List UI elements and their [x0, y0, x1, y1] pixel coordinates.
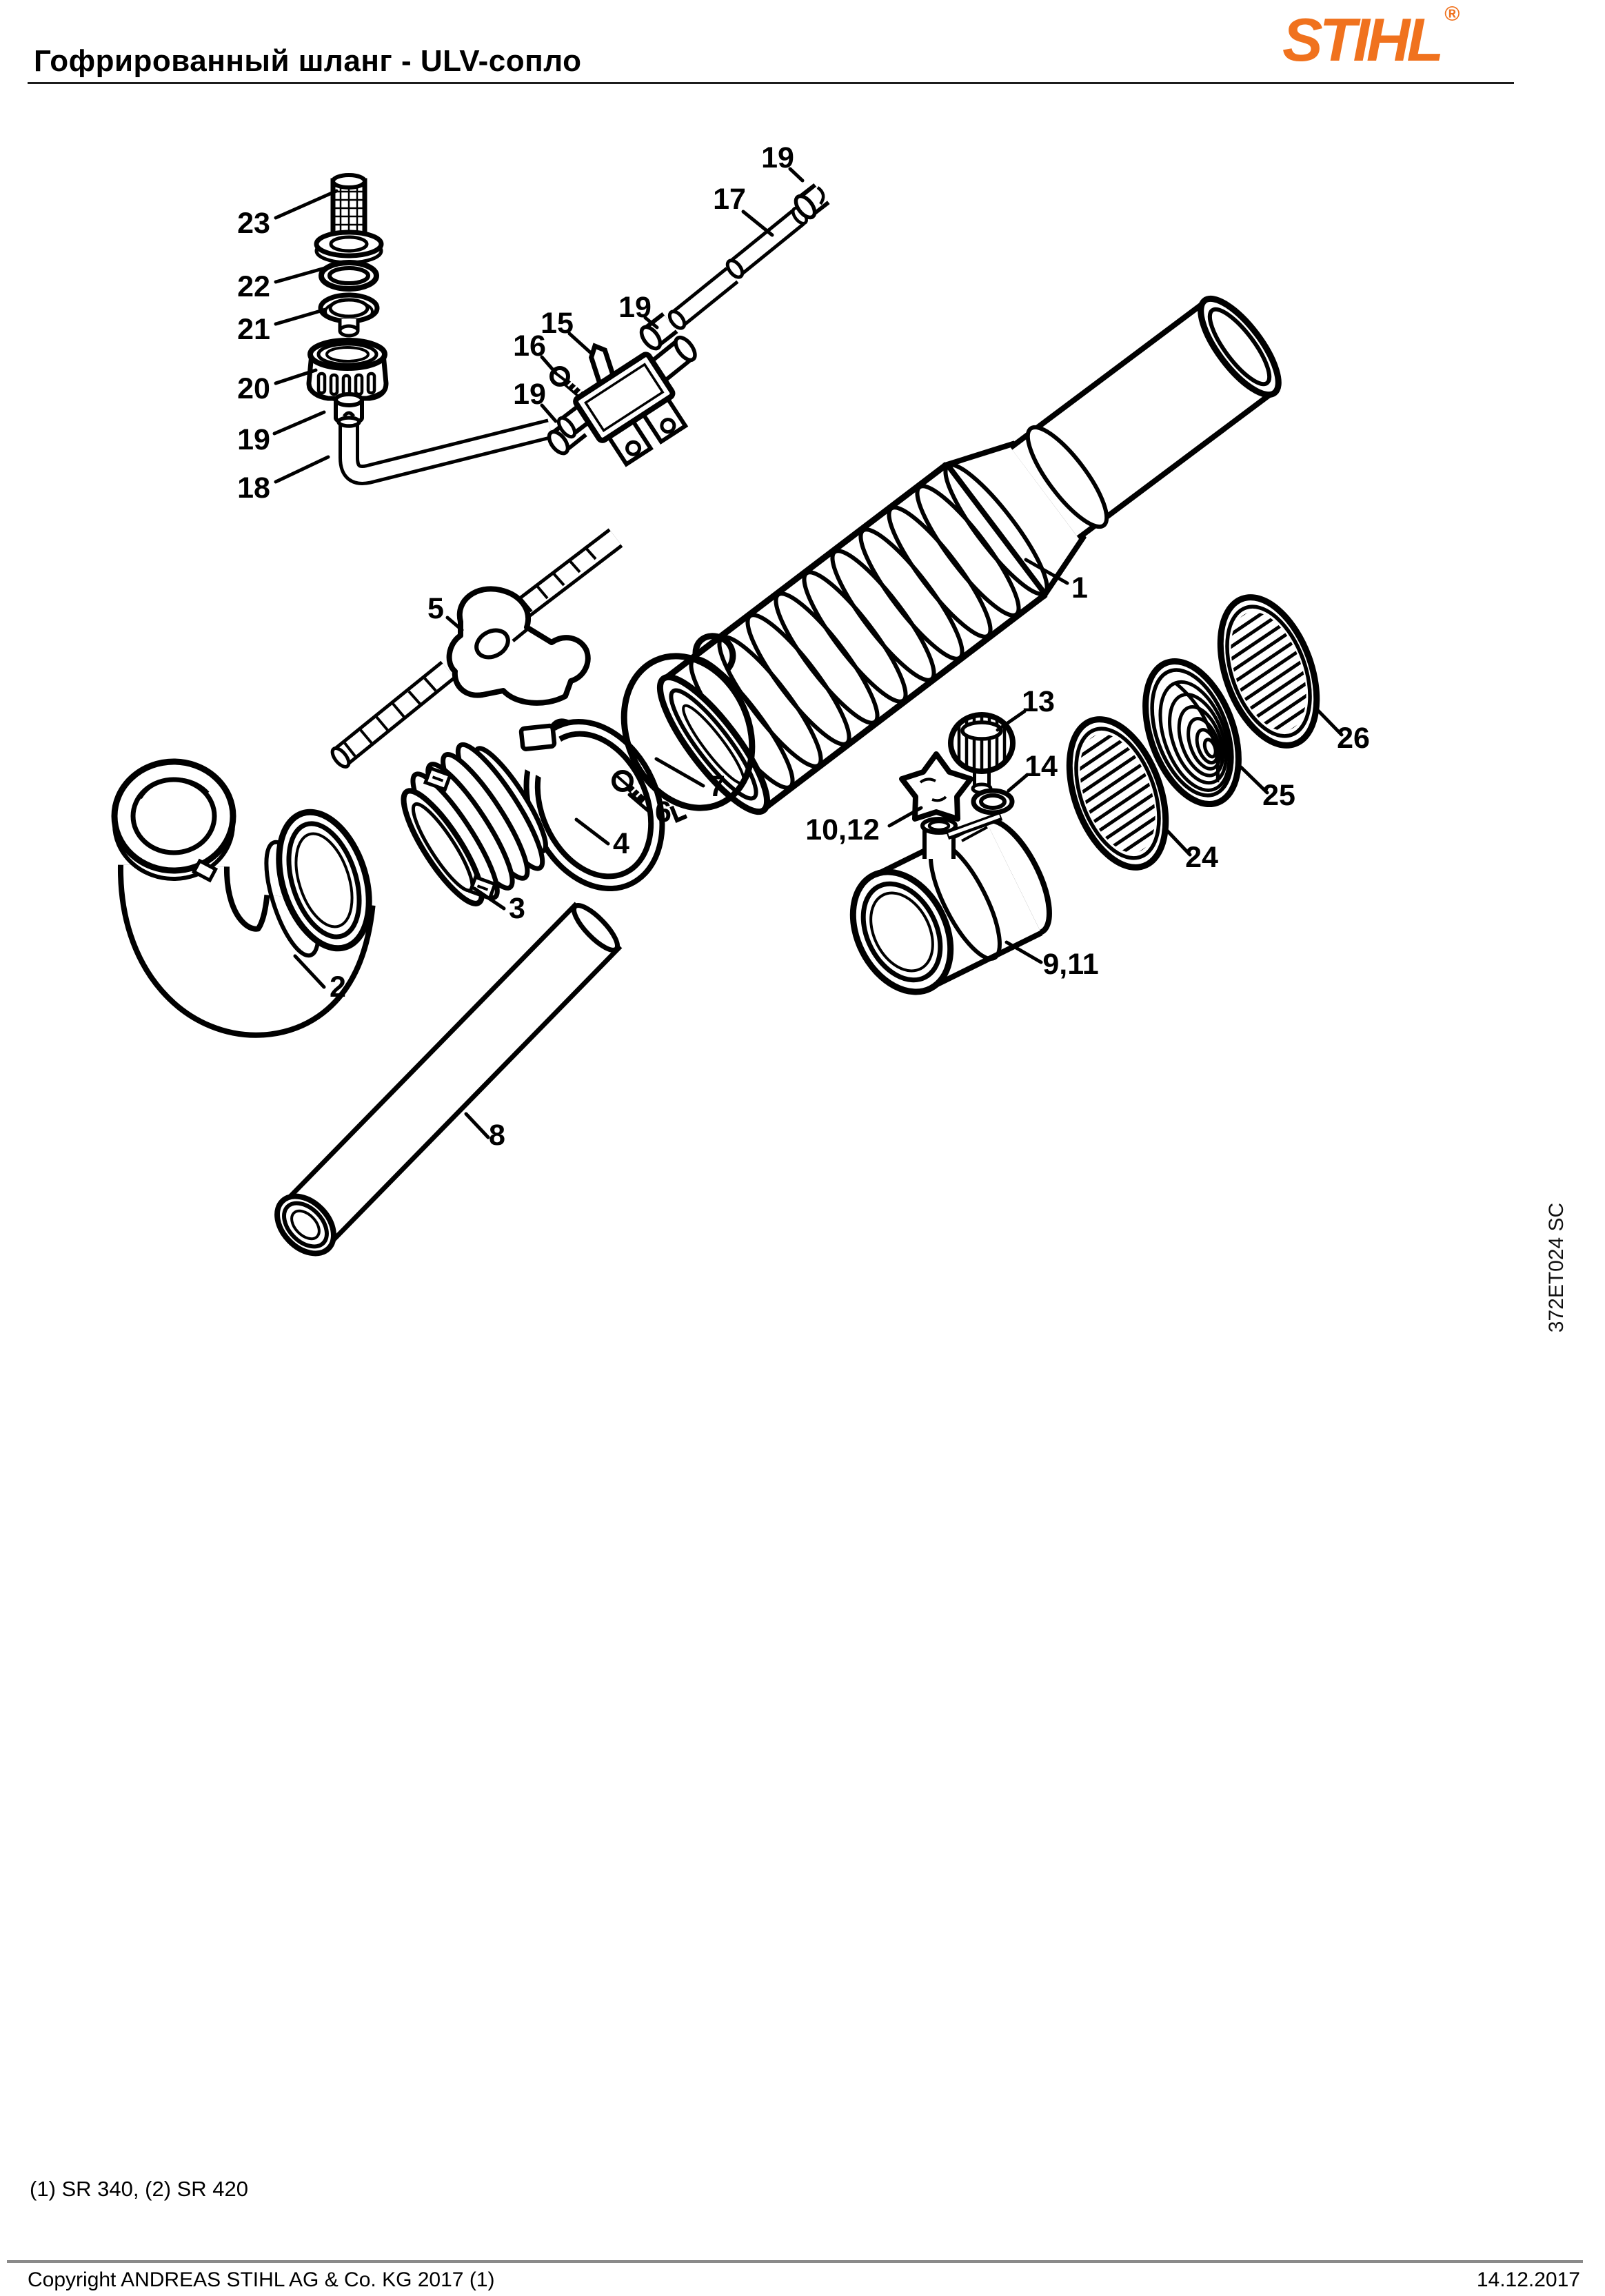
callout-24: 24 [1185, 841, 1218, 874]
model-applicability-note: (1) SR 340, (2) SR 420 [30, 2177, 249, 2201]
callout-8: 8 [489, 1119, 505, 1152]
part-tube-17 [667, 205, 809, 331]
part-cap-nut-20 [309, 341, 386, 400]
callout-13: 13 [1022, 685, 1055, 718]
leader-line-17 [743, 212, 772, 235]
sheet-code: 372ET024 SC [1545, 1202, 1568, 1333]
leader-line-8 [466, 1114, 488, 1137]
callout-21: 21 [237, 313, 270, 346]
callout-17: 17 [713, 183, 746, 216]
callout-25: 25 [1262, 779, 1295, 812]
callout-19: 19 [513, 378, 546, 411]
part-metering-valve-15 [556, 334, 698, 469]
part-elbow-2 [114, 762, 385, 982]
leader-line-18 [276, 457, 328, 482]
part-grommet-21 [321, 295, 377, 336]
page-title: Гофрированный шланг - ULV-сопло [34, 44, 582, 78]
callout-19: 19 [237, 423, 270, 456]
part-bent-tube-18 [339, 418, 550, 475]
leader-line-4 [576, 820, 608, 844]
leader-line-23 [276, 191, 336, 218]
callout-5: 5 [427, 592, 444, 625]
callout-16: 16 [513, 329, 546, 363]
callout-22: 22 [237, 270, 270, 303]
footer-divider [7, 2260, 1583, 2263]
callout-20: 20 [237, 372, 270, 405]
leader-line-19 [274, 412, 324, 434]
part-clamp-bracket-5 [450, 589, 588, 703]
callout-18: 18 [237, 471, 270, 505]
copyright-text: Copyright ANDREAS STIHL AG & Co. KG 2017 (1) [28, 2268, 495, 2291]
part-washer-14 [973, 791, 1012, 813]
callout-19: 19 [761, 141, 794, 174]
callout-15: 15 [541, 307, 574, 340]
callout-3: 3 [509, 892, 525, 925]
document-date: 14.12.2017 [1476, 2268, 1580, 2291]
callout-2: 2 [330, 971, 346, 1004]
callout-7: 7 [709, 770, 725, 803]
callout-9,11: 9,11 [1042, 948, 1099, 981]
stihl-logo-text: STIHL [1282, 6, 1441, 74]
threaded-rod-lower [330, 670, 448, 769]
part-strainer-23 [316, 175, 381, 263]
leader-line-9,11 [1007, 942, 1041, 962]
callout-1: 1 [1071, 571, 1088, 605]
callout-23: 23 [237, 207, 270, 240]
registered-trademark-icon: ® [1444, 3, 1460, 26]
callout-14: 14 [1024, 750, 1058, 783]
callout-19: 19 [618, 291, 652, 324]
leader-line-21 [276, 309, 325, 324]
callout-6: 6 [655, 795, 672, 829]
callout-10,12: 10,12 [805, 813, 880, 846]
callout-26: 26 [1337, 722, 1370, 755]
callout-4: 4 [613, 827, 629, 860]
